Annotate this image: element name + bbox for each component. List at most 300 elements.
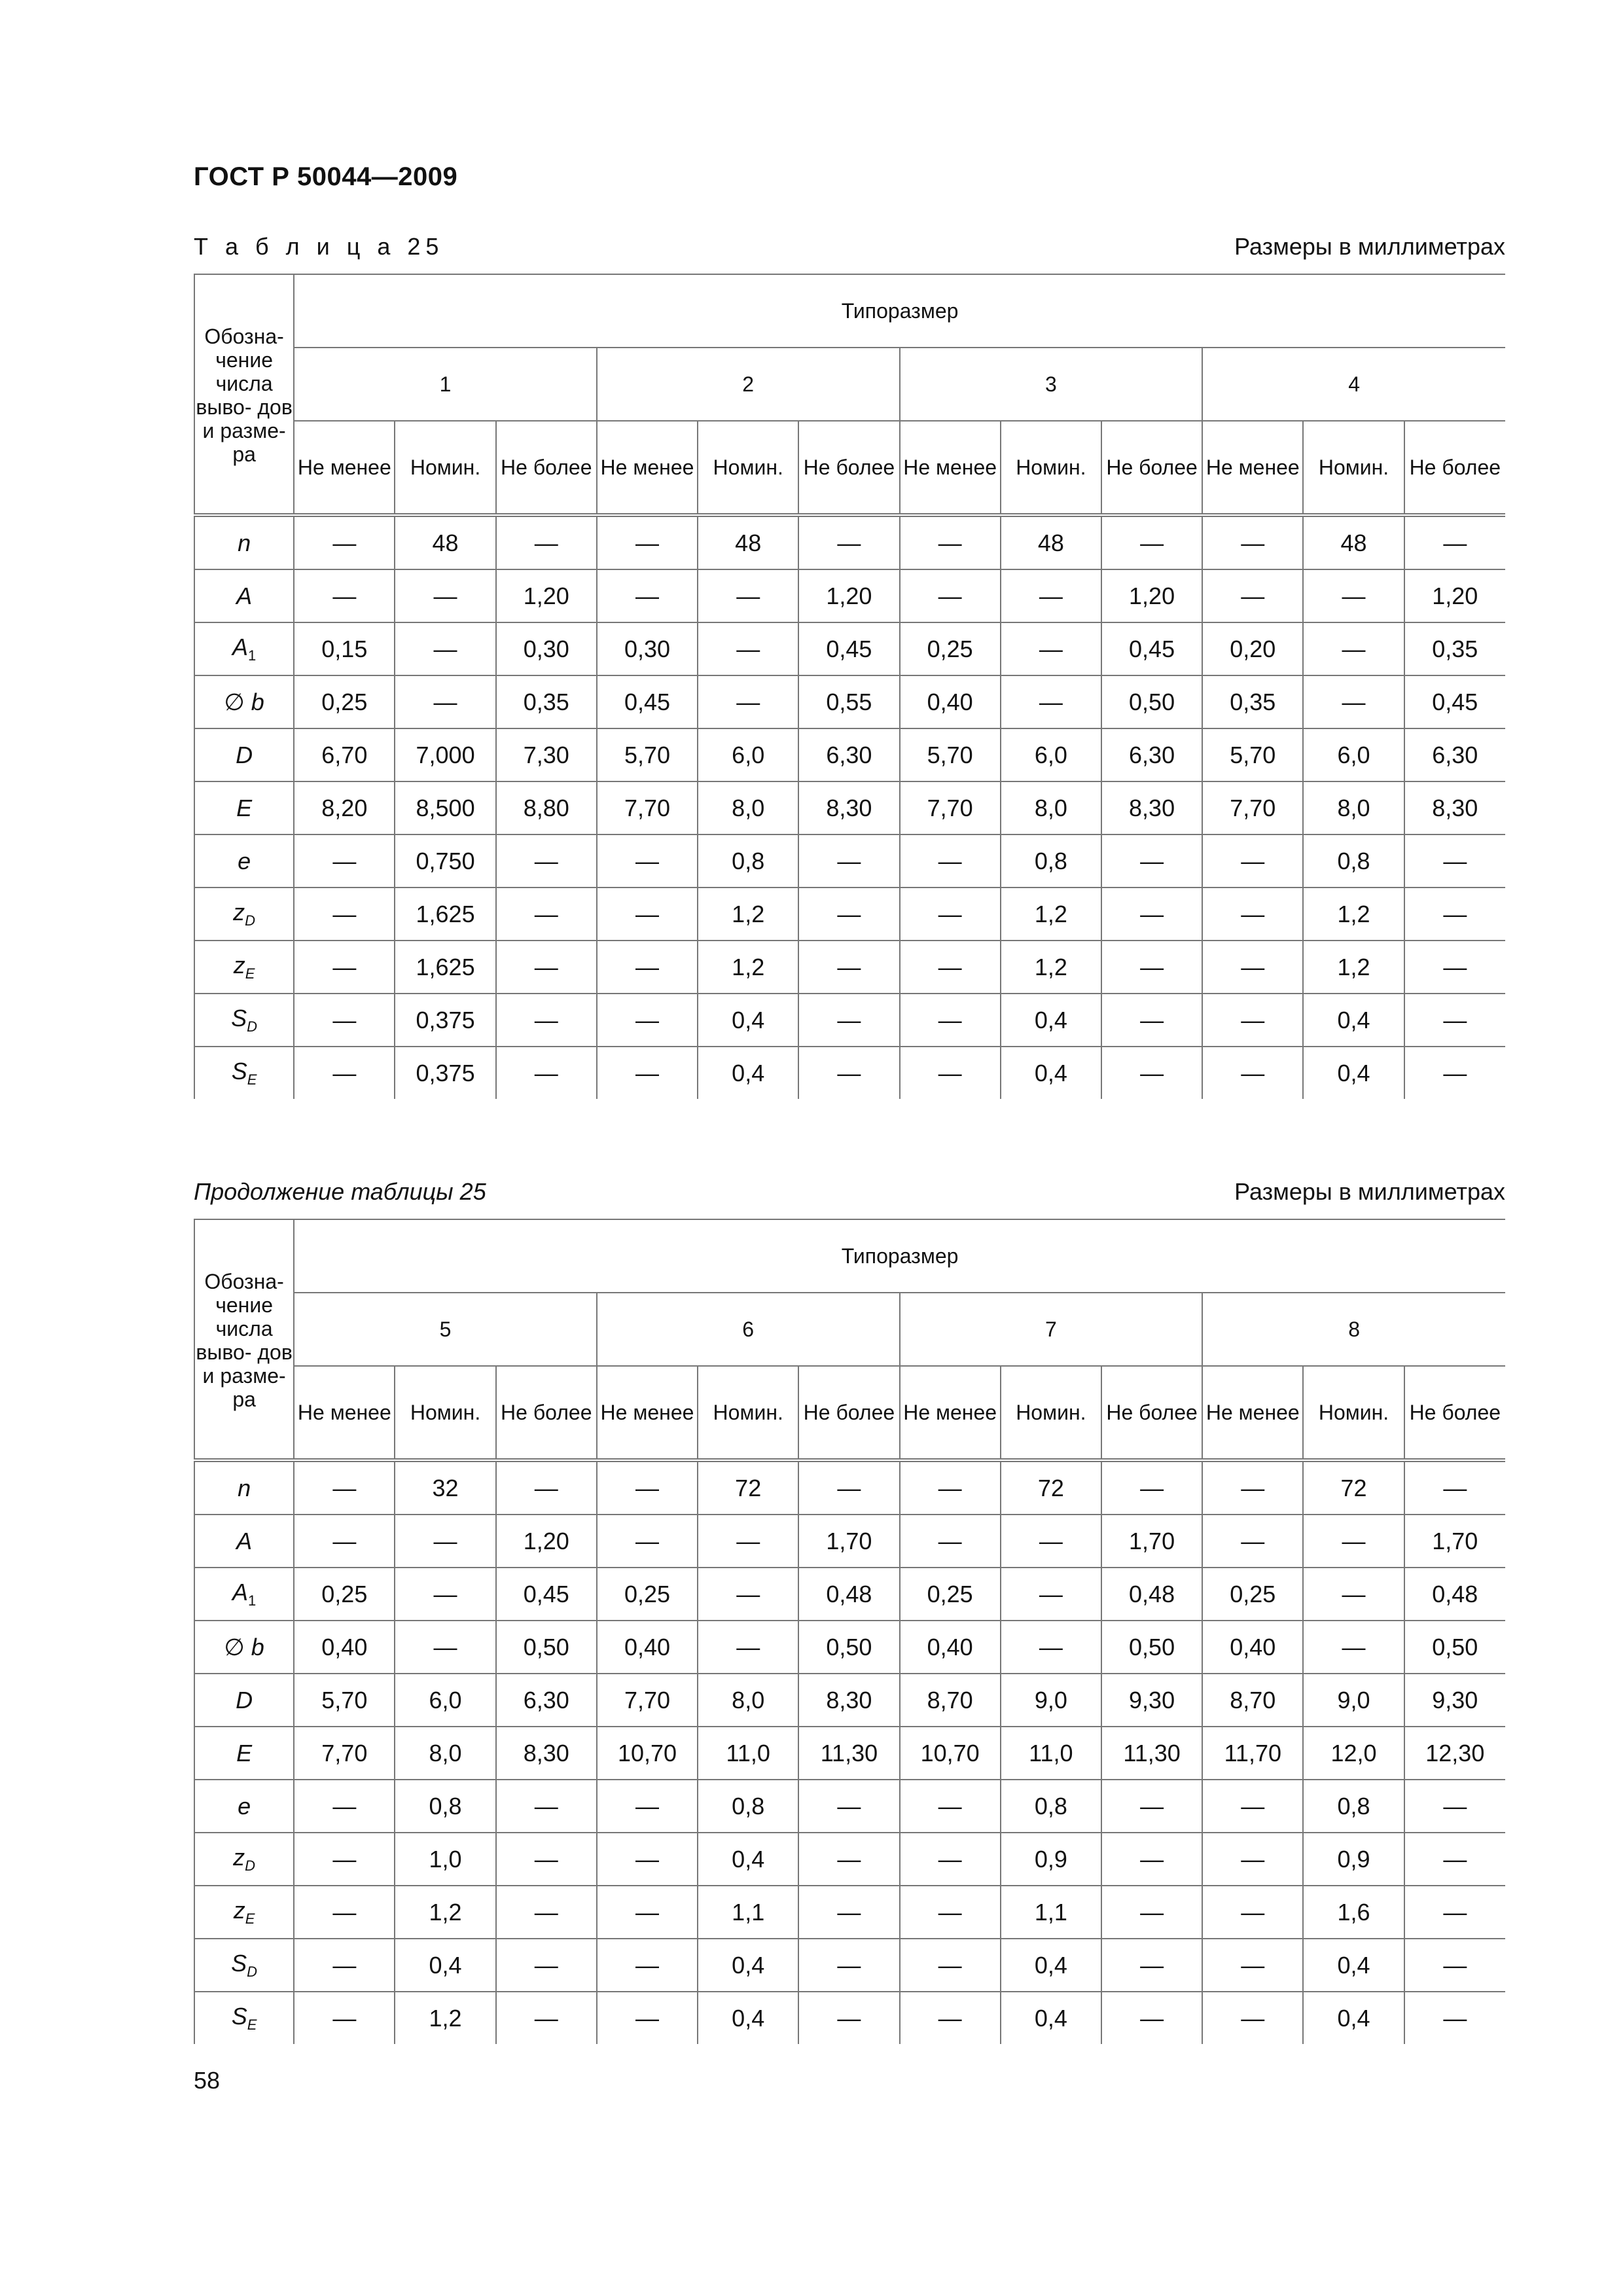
value-cell: — bbox=[1404, 994, 1505, 1047]
value-cell: — bbox=[496, 1939, 597, 1992]
sub-header-max: Не более bbox=[1101, 421, 1202, 515]
value-cell: 0,8 bbox=[1001, 1780, 1101, 1833]
value-cell: 8,0 bbox=[1001, 781, 1101, 834]
value-cell: 0,15 bbox=[294, 622, 395, 675]
designation-symbol: A bbox=[236, 1527, 253, 1554]
designation-symbol: n bbox=[238, 1474, 251, 1501]
value-cell: — bbox=[1101, 1833, 1202, 1886]
value-cell: — bbox=[496, 1047, 597, 1099]
designation-symbol: z bbox=[233, 899, 245, 925]
table-row bbox=[194, 1727, 1505, 1780]
designation-cell bbox=[194, 1568, 294, 1621]
value-cell: 1,2 bbox=[395, 1886, 495, 1939]
value-cell: — bbox=[1202, 1780, 1303, 1833]
value-cell: 1,6 bbox=[1303, 1886, 1404, 1939]
designation-symbol: z bbox=[233, 1844, 245, 1871]
value-cell: 0,375 bbox=[395, 1047, 495, 1099]
designation-cell bbox=[194, 1621, 294, 1674]
value-cell: 1,625 bbox=[395, 888, 495, 941]
value-cell: — bbox=[698, 1568, 798, 1621]
value-cell: — bbox=[1101, 1886, 1202, 1939]
value-cell: 0,30 bbox=[496, 622, 597, 675]
value-cell: — bbox=[496, 1833, 597, 1886]
value-cell: 11,0 bbox=[1001, 1727, 1101, 1780]
table-row bbox=[194, 675, 1505, 728]
designation-symbol: S bbox=[231, 1005, 247, 1031]
value-cell: 1,20 bbox=[1404, 569, 1505, 622]
value-cell: 1,70 bbox=[1101, 1515, 1202, 1568]
value-cell: — bbox=[1101, 1939, 1202, 1992]
value-cell: — bbox=[294, 1780, 395, 1833]
designation-subscript: 1 bbox=[247, 647, 257, 664]
table-row bbox=[194, 622, 1505, 675]
value-cell: — bbox=[1404, 834, 1505, 888]
value-cell: — bbox=[798, 994, 899, 1047]
size-number-header: 1 bbox=[294, 348, 597, 421]
sub-header-max: Не более bbox=[1404, 1366, 1505, 1460]
table-caption-row bbox=[194, 230, 1505, 263]
value-cell: 7,000 bbox=[395, 728, 495, 781]
designation-cell bbox=[194, 941, 294, 994]
value-cell: — bbox=[1202, 941, 1303, 994]
value-cell: 0,35 bbox=[1404, 622, 1505, 675]
value-cell: — bbox=[1202, 1460, 1303, 1515]
size-number-header: 2 bbox=[597, 348, 900, 421]
designation-cell bbox=[194, 1515, 294, 1568]
value-cell: — bbox=[395, 675, 495, 728]
value-cell: 1,1 bbox=[698, 1886, 798, 1939]
sub-header-nom: Номин. bbox=[1303, 421, 1404, 515]
value-cell: — bbox=[597, 1047, 698, 1099]
value-cell: 7,70 bbox=[1202, 781, 1303, 834]
sub-header-min: Не менее bbox=[597, 1366, 698, 1460]
value-cell: — bbox=[294, 1515, 395, 1568]
value-cell: 0,9 bbox=[1303, 1833, 1404, 1886]
value-cell: 72 bbox=[698, 1460, 798, 1515]
designation-cell bbox=[194, 888, 294, 941]
value-cell: 0,4 bbox=[698, 1047, 798, 1099]
value-cell: — bbox=[1404, 1992, 1505, 2044]
designation-symbol: D bbox=[236, 741, 253, 768]
value-cell: — bbox=[496, 515, 597, 569]
value-cell: 6,0 bbox=[395, 1674, 495, 1727]
value-cell: — bbox=[1303, 569, 1404, 622]
table-row bbox=[194, 994, 1505, 1047]
designation-subscript: D bbox=[245, 1857, 256, 1874]
value-cell: 0,40 bbox=[900, 675, 1001, 728]
table-units: Размеры в миллиметрах bbox=[1234, 233, 1505, 260]
size-type-header: Типоразмер bbox=[294, 1219, 1505, 1293]
table-units: Размеры в миллиметрах bbox=[1234, 1178, 1505, 1205]
table-row bbox=[194, 1568, 1505, 1621]
value-cell: — bbox=[294, 569, 395, 622]
value-cell: 0,8 bbox=[1303, 834, 1404, 888]
value-cell: 6,70 bbox=[294, 728, 395, 781]
sub-header-max: Не более bbox=[496, 421, 597, 515]
designation-symbol: z bbox=[233, 952, 245, 978]
value-cell: — bbox=[395, 569, 495, 622]
value-cell: 8,0 bbox=[698, 1674, 798, 1727]
value-cell: 8,30 bbox=[1404, 781, 1505, 834]
value-cell: 0,750 bbox=[395, 834, 495, 888]
value-cell: — bbox=[1101, 1047, 1202, 1099]
value-cell: — bbox=[1202, 515, 1303, 569]
value-cell: 0,40 bbox=[1202, 1621, 1303, 1674]
value-cell: 10,70 bbox=[900, 1727, 1001, 1780]
value-cell: 5,70 bbox=[294, 1674, 395, 1727]
value-cell: — bbox=[294, 1460, 395, 1515]
value-cell: 1,2 bbox=[698, 888, 798, 941]
value-cell: 0,4 bbox=[1001, 1939, 1101, 1992]
designation-subscript: D bbox=[247, 1018, 258, 1035]
value-cell: — bbox=[1101, 994, 1202, 1047]
table-row bbox=[194, 834, 1505, 888]
value-cell: 1,70 bbox=[798, 1515, 899, 1568]
value-cell: — bbox=[395, 1568, 495, 1621]
value-cell: 0,25 bbox=[294, 675, 395, 728]
table-row bbox=[194, 1833, 1505, 1886]
value-cell: 6,30 bbox=[496, 1674, 597, 1727]
table-row bbox=[194, 781, 1505, 834]
value-cell: 72 bbox=[1303, 1460, 1404, 1515]
value-cell: — bbox=[294, 1992, 395, 2044]
table-row bbox=[194, 1674, 1505, 1727]
table-row bbox=[194, 1621, 1505, 1674]
value-cell: — bbox=[1404, 1460, 1505, 1515]
value-cell: 7,70 bbox=[597, 1674, 698, 1727]
sub-header-max: Не более bbox=[1404, 421, 1505, 515]
value-cell: 0,50 bbox=[1101, 675, 1202, 728]
value-cell: 1,20 bbox=[496, 569, 597, 622]
value-cell: — bbox=[1303, 1515, 1404, 1568]
sub-header-nom: Номин. bbox=[395, 421, 495, 515]
designation-symbol: S bbox=[231, 1950, 247, 1977]
value-cell: 0,4 bbox=[395, 1939, 495, 1992]
value-cell: — bbox=[1202, 1833, 1303, 1886]
value-cell: — bbox=[597, 888, 698, 941]
value-cell: 1,625 bbox=[395, 941, 495, 994]
value-cell: 1,2 bbox=[395, 1992, 495, 2044]
designation-symbol: E bbox=[236, 794, 253, 821]
value-cell: 1,2 bbox=[1001, 888, 1101, 941]
value-cell: — bbox=[1303, 1621, 1404, 1674]
value-cell: — bbox=[1001, 569, 1101, 622]
value-cell: — bbox=[1101, 941, 1202, 994]
value-cell: — bbox=[900, 1515, 1001, 1568]
value-cell: 0,4 bbox=[1303, 1992, 1404, 2044]
value-cell: 8,30 bbox=[1101, 781, 1202, 834]
value-cell: 0,20 bbox=[1202, 622, 1303, 675]
value-cell: 12,0 bbox=[1303, 1727, 1404, 1780]
document-header: ГОСТ Р 50044—2009 bbox=[194, 162, 458, 191]
value-cell: — bbox=[900, 941, 1001, 994]
value-cell: — bbox=[900, 1780, 1001, 1833]
value-cell: 11,30 bbox=[798, 1727, 899, 1780]
value-cell: — bbox=[395, 1621, 495, 1674]
table-caption: Т а б л и ц а 25 bbox=[194, 233, 444, 260]
value-cell: — bbox=[294, 1886, 395, 1939]
sub-header-max: Не более bbox=[496, 1366, 597, 1460]
designation-symbol: A bbox=[232, 634, 248, 660]
table-caption: Продолжение таблицы 25 bbox=[194, 1178, 486, 1205]
value-cell: — bbox=[1202, 1047, 1303, 1099]
designation-symbol: A bbox=[232, 1579, 248, 1605]
value-cell: — bbox=[1101, 1460, 1202, 1515]
designation-symbol: ∅ b bbox=[224, 1633, 264, 1660]
value-cell: — bbox=[698, 1621, 798, 1674]
value-cell: 0,8 bbox=[395, 1780, 495, 1833]
value-cell: — bbox=[900, 834, 1001, 888]
value-cell: 0,50 bbox=[496, 1621, 597, 1674]
value-cell: 0,8 bbox=[698, 834, 798, 888]
value-cell: 5,70 bbox=[1202, 728, 1303, 781]
value-cell: — bbox=[294, 888, 395, 941]
table-row bbox=[194, 1886, 1505, 1939]
value-cell: 5,70 bbox=[900, 728, 1001, 781]
designation-cell bbox=[194, 622, 294, 675]
designation-cell bbox=[194, 781, 294, 834]
dimensions-table-continued bbox=[194, 1219, 1505, 2044]
value-cell: — bbox=[1202, 1992, 1303, 2044]
value-cell: — bbox=[900, 1992, 1001, 2044]
value-cell: 0,8 bbox=[698, 1780, 798, 1833]
size-number-header: 6 bbox=[597, 1293, 900, 1366]
value-cell: — bbox=[294, 994, 395, 1047]
value-cell: — bbox=[496, 1992, 597, 2044]
value-cell: — bbox=[395, 622, 495, 675]
value-cell: 1,2 bbox=[1001, 941, 1101, 994]
value-cell: — bbox=[294, 834, 395, 888]
value-cell: — bbox=[900, 1047, 1001, 1099]
value-cell: 5,70 bbox=[597, 728, 698, 781]
value-cell: 1,20 bbox=[1101, 569, 1202, 622]
value-cell: — bbox=[698, 1515, 798, 1568]
sub-header-min: Не менее bbox=[900, 1366, 1001, 1460]
value-cell: — bbox=[1001, 1515, 1101, 1568]
value-cell: 0,40 bbox=[900, 1621, 1001, 1674]
value-cell: 0,50 bbox=[1101, 1621, 1202, 1674]
designation-symbol: e bbox=[238, 847, 251, 874]
value-cell: — bbox=[798, 834, 899, 888]
value-cell: — bbox=[1303, 1568, 1404, 1621]
table-caption-row bbox=[194, 1175, 1505, 1208]
sub-header-nom: Номин. bbox=[1303, 1366, 1404, 1460]
value-cell: — bbox=[597, 1886, 698, 1939]
value-cell: 0,9 bbox=[1001, 1833, 1101, 1886]
value-cell: 48 bbox=[1001, 515, 1101, 569]
value-cell: 1,2 bbox=[1303, 941, 1404, 994]
value-cell: 0,4 bbox=[698, 1992, 798, 2044]
designation-symbol: n bbox=[238, 529, 251, 556]
value-cell: 1,2 bbox=[698, 941, 798, 994]
value-cell: 1,20 bbox=[798, 569, 899, 622]
value-cell: — bbox=[1001, 1621, 1101, 1674]
sub-header-nom: Номин. bbox=[1001, 1366, 1101, 1460]
designation-cell bbox=[194, 994, 294, 1047]
designation-cell bbox=[194, 515, 294, 569]
value-cell: — bbox=[798, 1780, 899, 1833]
value-cell: 9,30 bbox=[1101, 1674, 1202, 1727]
value-cell: 11,0 bbox=[698, 1727, 798, 1780]
value-cell: — bbox=[1202, 569, 1303, 622]
value-cell: 6,30 bbox=[1101, 728, 1202, 781]
value-cell: — bbox=[1001, 1568, 1101, 1621]
designation-cell bbox=[194, 728, 294, 781]
value-cell: 11,70 bbox=[1202, 1727, 1303, 1780]
value-cell: — bbox=[294, 1047, 395, 1099]
sub-header-min: Не менее bbox=[1202, 1366, 1303, 1460]
value-cell: 11,30 bbox=[1101, 1727, 1202, 1780]
designation-cell bbox=[194, 1992, 294, 2044]
value-cell: 0,50 bbox=[1404, 1621, 1505, 1674]
value-cell: 9,30 bbox=[1404, 1674, 1505, 1727]
value-cell: 8,500 bbox=[395, 781, 495, 834]
value-cell: 8,0 bbox=[698, 781, 798, 834]
designation-subscript: 1 bbox=[247, 1592, 257, 1609]
designation-subscript: D bbox=[247, 1964, 258, 1980]
value-cell: 0,25 bbox=[900, 1568, 1001, 1621]
value-cell: — bbox=[698, 569, 798, 622]
value-cell: — bbox=[798, 1886, 899, 1939]
value-cell: 48 bbox=[698, 515, 798, 569]
value-cell: 8,30 bbox=[798, 781, 899, 834]
sub-header-min: Не менее bbox=[294, 1366, 395, 1460]
value-cell: — bbox=[1404, 1833, 1505, 1886]
size-number-header: 5 bbox=[294, 1293, 597, 1366]
value-cell: 8,30 bbox=[496, 1727, 597, 1780]
size-number-header: 4 bbox=[1202, 348, 1505, 421]
value-cell: 0,45 bbox=[798, 622, 899, 675]
designation-cell bbox=[194, 1886, 294, 1939]
value-cell: — bbox=[900, 569, 1001, 622]
value-cell: — bbox=[798, 1992, 899, 2044]
data-table bbox=[194, 274, 1505, 1099]
table-row bbox=[194, 1047, 1505, 1099]
value-cell: 0,40 bbox=[597, 1621, 698, 1674]
value-cell: — bbox=[1202, 1886, 1303, 1939]
value-cell: — bbox=[597, 1780, 698, 1833]
value-cell: — bbox=[597, 569, 698, 622]
size-number-header: 8 bbox=[1202, 1293, 1505, 1366]
value-cell: — bbox=[1101, 515, 1202, 569]
designation-cell bbox=[194, 1727, 294, 1780]
value-cell: 0,4 bbox=[698, 1833, 798, 1886]
value-cell: — bbox=[1202, 1515, 1303, 1568]
sub-header-min: Не менее bbox=[900, 421, 1001, 515]
value-cell: — bbox=[798, 941, 899, 994]
designation-symbol: e bbox=[238, 1792, 251, 1820]
value-cell: 0,8 bbox=[1001, 834, 1101, 888]
table-row bbox=[194, 941, 1505, 994]
value-cell: — bbox=[1404, 1939, 1505, 1992]
designation-cell bbox=[194, 569, 294, 622]
value-cell: — bbox=[1404, 1886, 1505, 1939]
designation-symbol: E bbox=[236, 1739, 253, 1767]
value-cell: — bbox=[900, 994, 1001, 1047]
value-cell: 32 bbox=[395, 1460, 495, 1515]
value-cell: 0,45 bbox=[1404, 675, 1505, 728]
value-cell: — bbox=[798, 1460, 899, 1515]
designation-cell bbox=[194, 1047, 294, 1099]
designation-symbol: z bbox=[233, 1897, 245, 1924]
value-cell: 0,35 bbox=[1202, 675, 1303, 728]
value-cell: — bbox=[798, 888, 899, 941]
value-cell: — bbox=[597, 941, 698, 994]
value-cell: 0,4 bbox=[698, 1939, 798, 1992]
designation-header: Обозна- чение числа выво- дов и разме- ра bbox=[194, 1219, 294, 1460]
value-cell: 0,25 bbox=[900, 622, 1001, 675]
dimensions-table bbox=[194, 274, 1505, 1099]
value-cell: 9,0 bbox=[1303, 1674, 1404, 1727]
value-cell: — bbox=[1101, 1992, 1202, 2044]
value-cell: — bbox=[1404, 941, 1505, 994]
value-cell: — bbox=[294, 1939, 395, 1992]
value-cell: — bbox=[900, 1886, 1001, 1939]
value-cell: 0,30 bbox=[597, 622, 698, 675]
value-cell: 0,25 bbox=[1202, 1568, 1303, 1621]
value-cell: 0,4 bbox=[1001, 1992, 1101, 2044]
designation-symbol: S bbox=[231, 2003, 247, 2030]
value-cell: — bbox=[1001, 622, 1101, 675]
table-row bbox=[194, 1460, 1505, 1515]
value-cell: 48 bbox=[395, 515, 495, 569]
value-cell: 7,70 bbox=[900, 781, 1001, 834]
value-cell: 72 bbox=[1001, 1460, 1101, 1515]
value-cell: 0,45 bbox=[597, 675, 698, 728]
sub-header-nom: Номин. bbox=[395, 1366, 495, 1460]
table-row bbox=[194, 569, 1505, 622]
designation-cell bbox=[194, 834, 294, 888]
designation-cell bbox=[194, 1780, 294, 1833]
value-cell: 0,4 bbox=[1001, 1047, 1101, 1099]
value-cell: — bbox=[1404, 515, 1505, 569]
designation-symbol: A bbox=[236, 582, 253, 609]
value-cell: — bbox=[1202, 888, 1303, 941]
designation-cell bbox=[194, 1939, 294, 1992]
table-row bbox=[194, 728, 1505, 781]
value-cell: — bbox=[798, 1047, 899, 1099]
value-cell: — bbox=[597, 1939, 698, 1992]
value-cell: 0,48 bbox=[798, 1568, 899, 1621]
value-cell: 8,0 bbox=[395, 1727, 495, 1780]
value-cell: 0,45 bbox=[1101, 622, 1202, 675]
value-cell: 7,70 bbox=[294, 1727, 395, 1780]
sub-header-nom: Номин. bbox=[698, 1366, 798, 1460]
designation-header: Обозна- чение числа выво- дов и разме- ра bbox=[194, 274, 294, 515]
value-cell: 6,0 bbox=[698, 728, 798, 781]
designation-symbol: S bbox=[231, 1058, 247, 1085]
table-row bbox=[194, 1515, 1505, 1568]
value-cell: — bbox=[597, 834, 698, 888]
value-cell: 1,2 bbox=[1303, 888, 1404, 941]
designation-cell bbox=[194, 1460, 294, 1515]
designation-subscript: E bbox=[247, 2017, 257, 2033]
data-table bbox=[194, 1219, 1505, 2044]
value-cell: — bbox=[496, 941, 597, 994]
value-cell: — bbox=[496, 1886, 597, 1939]
designation-subscript: E bbox=[245, 1910, 255, 1927]
page-number: 58 bbox=[194, 2067, 221, 2094]
value-cell: 0,4 bbox=[1303, 994, 1404, 1047]
value-cell: — bbox=[294, 515, 395, 569]
value-cell: — bbox=[1404, 1047, 1505, 1099]
value-cell: — bbox=[900, 1833, 1001, 1886]
designation-cell bbox=[194, 1674, 294, 1727]
sub-header-max: Не более bbox=[1101, 1366, 1202, 1460]
value-cell: — bbox=[597, 515, 698, 569]
value-cell: 1,1 bbox=[1001, 1886, 1101, 1939]
value-cell: 8,70 bbox=[900, 1674, 1001, 1727]
